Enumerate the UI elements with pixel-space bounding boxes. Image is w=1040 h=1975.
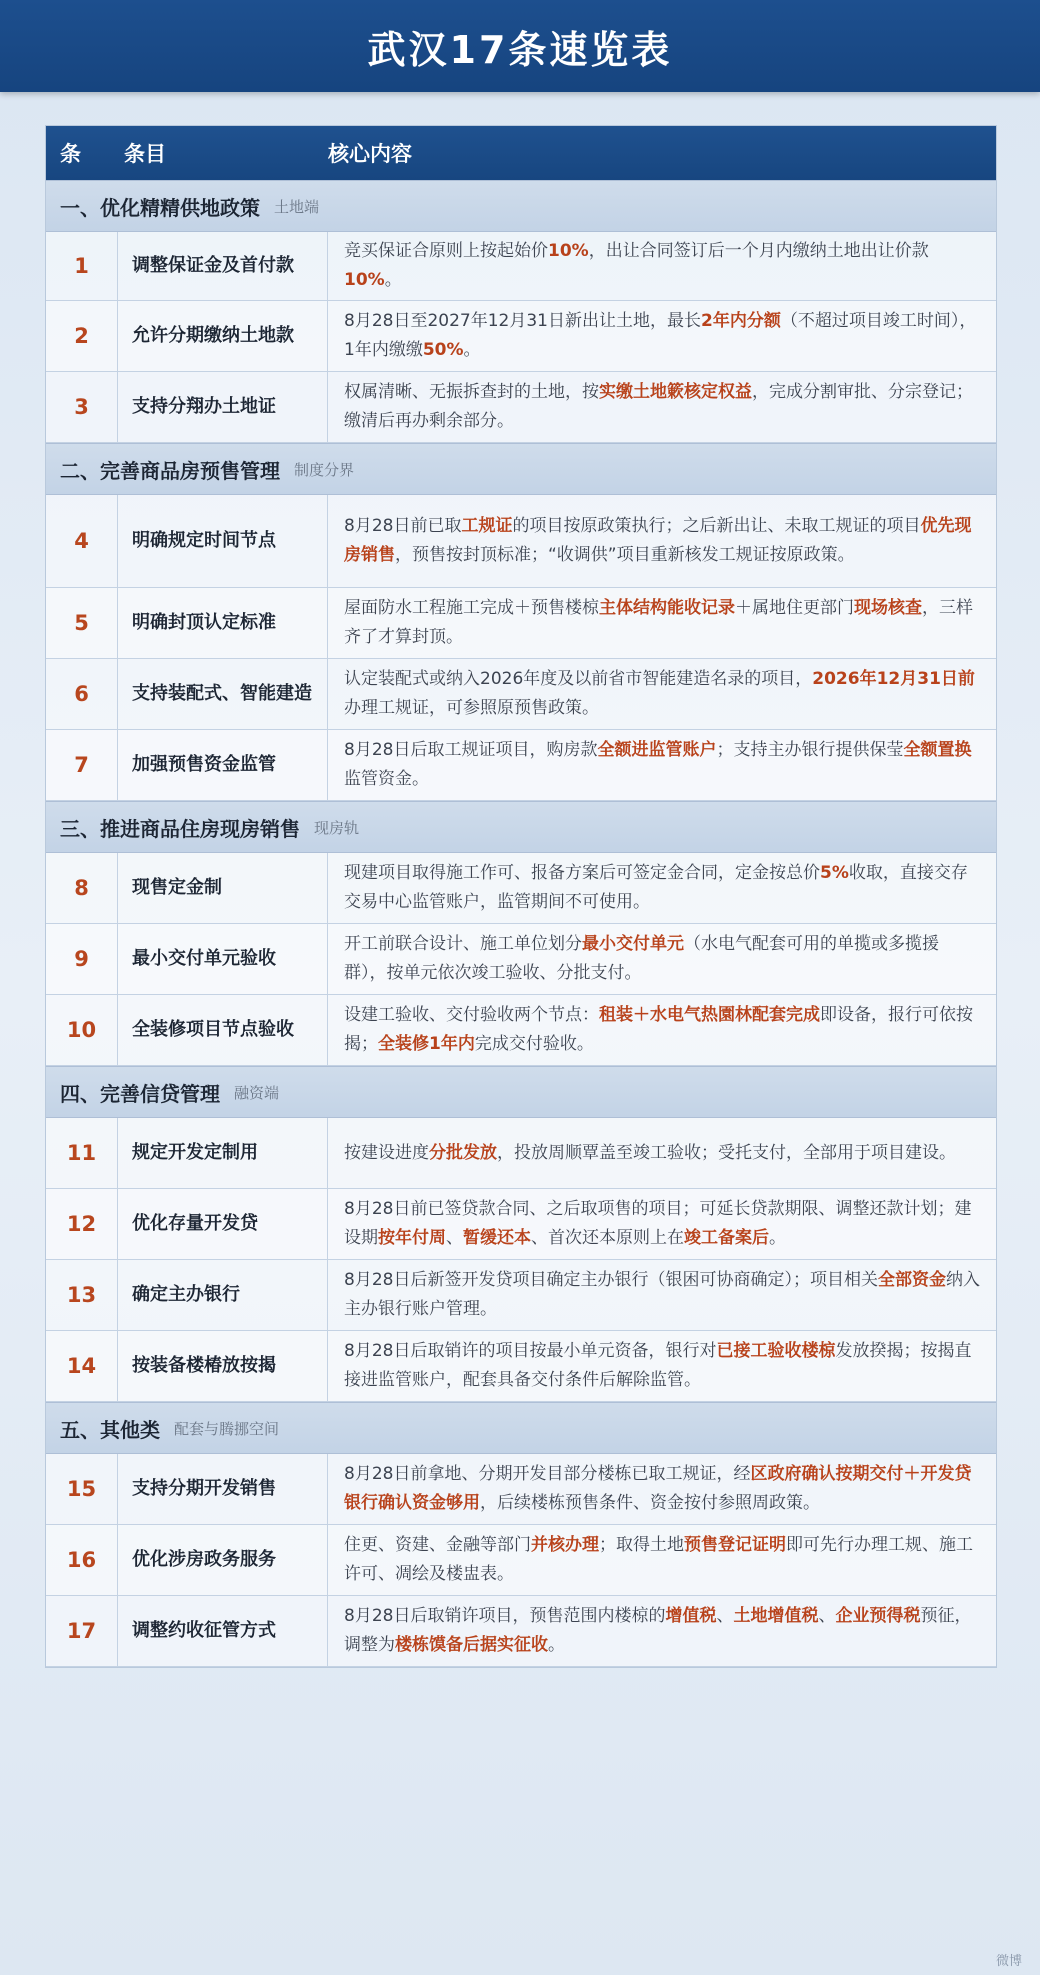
highlight-text: 企业预得税 — [835, 1606, 921, 1626]
row-content — [328, 1596, 996, 1666]
row-number: 14 — [46, 1331, 118, 1401]
content-text: 8月28日后取销许的项目按最小单元资备，银行对 — [344, 1341, 717, 1361]
content-text: 预征，调整为 — [344, 1606, 972, 1655]
content-text: 发放揆揭；按揭直接进监管账户，配套具备交付条件后解除监管。 — [344, 1341, 972, 1390]
row-item: 支持装配式、智能建造 — [118, 659, 328, 729]
content-text: ，后续楼栋预售条件、资金按付参照周政策。 — [480, 1493, 820, 1513]
table-row — [46, 1118, 996, 1189]
content-text: ，完成分割审批、分宗登记；缴清后再办剩余部分。 — [344, 382, 973, 431]
highlight-text: 分批发放 — [429, 1142, 497, 1163]
row-item: 最小交付单元验收 — [118, 924, 328, 994]
row-content — [328, 995, 996, 1065]
row-number: 2 — [46, 301, 118, 371]
row-item: 明确封顶认定标准 — [118, 588, 328, 658]
section-subtitle: 制度分界 — [294, 460, 355, 479]
highlight-text: 全部资金 — [877, 1270, 946, 1290]
row-item: 调整保证金及首付款 — [118, 232, 328, 300]
row-content — [328, 301, 996, 371]
content-text: ，三样齐了才算封顶。 — [344, 598, 973, 647]
content-text: 。 — [384, 270, 402, 290]
row-item: 加强预售资金监管 — [118, 730, 328, 800]
content-text: 。 — [548, 1635, 565, 1655]
content-text: ；支持主办银行提供保莹 — [716, 740, 904, 760]
row-item: 优化存量开发贷 — [118, 1189, 328, 1259]
section-title: 一、优化精精供地政策 — [60, 195, 260, 220]
row-number: 16 — [46, 1525, 118, 1595]
content-text: ，出让合同签订后一个月内缴纳土地出让价款 — [588, 241, 929, 261]
row-content — [328, 1260, 996, 1330]
content-text: 屋面防水工程施工完成＋预售楼椋 — [344, 598, 599, 618]
section-title: 二、完善商品房预售管理 — [60, 458, 280, 483]
content-text: 8月28日至2027年12月31日新出让土地，最长 — [344, 311, 701, 331]
content-text: 监管资金。 — [344, 769, 429, 789]
row-number: 5 — [46, 588, 118, 658]
row-item: 全装修项目节点验收 — [118, 995, 328, 1065]
row-number: 6 — [46, 659, 118, 729]
row-content — [328, 1118, 996, 1188]
row-content — [328, 1525, 996, 1595]
table-row — [46, 1454, 996, 1525]
content-text: 8月28日前已签贷款合同、之后取项售的项目；可延长贷款期限、调整还款计划；建设期 — [344, 1199, 972, 1248]
row-item: 支持分翔办土地证 — [118, 372, 328, 442]
table-row — [46, 659, 996, 730]
highlight-text: 全装修1年内 — [378, 1034, 475, 1054]
row-number: 13 — [46, 1260, 118, 1330]
section-subtitle: 配套与腾挪空间 — [174, 1419, 280, 1438]
section-header — [46, 1066, 996, 1118]
row-content — [328, 232, 996, 300]
row-content — [328, 495, 996, 587]
row-content — [328, 1331, 996, 1401]
content-text: 即设备，报行可依按揭； — [344, 1005, 973, 1054]
row-number: 8 — [46, 853, 118, 923]
page-title: 武汉17条速览表 — [367, 27, 673, 72]
summary-table — [45, 125, 997, 1668]
highlight-text: 暂缓还本 — [463, 1228, 531, 1248]
content-text: 权属清晰、无振拆查封的土地，按 — [344, 382, 599, 402]
table-body — [46, 180, 996, 1667]
row-number: 1 — [46, 232, 118, 300]
header-col-number: 条 — [60, 142, 81, 166]
content-text: （水电气配套可用的单揽或多揽援群），按单元依次竣工验收、分批支付。 — [344, 934, 939, 983]
highlight-text: 现场核查 — [854, 598, 922, 618]
row-content — [328, 372, 996, 442]
row-item: 规定开发定制用 — [118, 1118, 328, 1188]
highlight-text: 并核办理 — [531, 1535, 599, 1555]
content-text: ，投放周顺覃盖至竣工验收；受托支付，全部用于项目建设。 — [497, 1142, 956, 1163]
row-content — [328, 1189, 996, 1259]
content-text: ；取得土地 — [599, 1535, 684, 1555]
highlight-text: 2026年12月31日前 — [812, 669, 975, 689]
content-text: 8月28日后取销许项目，预售范围内楼椋的 — [344, 1606, 666, 1626]
table-row — [46, 1525, 996, 1596]
table-row — [46, 372, 996, 443]
highlight-text: 全额进监管账户 — [597, 740, 717, 760]
table-row — [46, 1260, 996, 1331]
table-row — [46, 1331, 996, 1402]
table-row — [46, 588, 996, 659]
highlight-text: 租装＋水电气热園林配套完成 — [599, 1005, 820, 1025]
row-number: 15 — [46, 1454, 118, 1524]
row-item: 优化涉房政务服务 — [118, 1525, 328, 1595]
content-text: 竞买保证合原则上按起始价 — [344, 241, 548, 261]
row-content — [328, 659, 996, 729]
row-number: 11 — [46, 1118, 118, 1188]
highlight-text: 实缴土地簌核定权益 — [599, 382, 752, 402]
row-number: 4 — [46, 495, 118, 587]
highlight-text: 楼栋馍备后据实征收 — [395, 1635, 548, 1655]
content-text: 收取，直接交存交易中心监管账户，监管期间不可使用。 — [344, 863, 968, 912]
content-text: 住更、资建、金融等部门 — [344, 1535, 531, 1555]
content-text: 开工前联合设计、施工单位划分 — [344, 934, 582, 954]
table-row — [46, 301, 996, 372]
row-content — [328, 853, 996, 923]
highlight-text: 区政府确认按期交付＋开发贷银行确认资金够用 — [344, 1464, 972, 1513]
content-text: 、 — [716, 1606, 734, 1626]
section-subtitle: 土地端 — [274, 197, 320, 216]
table-row — [46, 232, 996, 301]
content-text: 设建工验收、交付验收两个节点： — [344, 1005, 599, 1025]
section-subtitle: 现房轨 — [314, 818, 360, 837]
content-text: 8月28日后新签开发贷项目确定主办银行（银困可协商确定）；项目相关 — [344, 1270, 878, 1290]
section-header — [46, 1402, 996, 1454]
content-text: 的项目按原政策执行；之后新出让、未取工规证的项目 — [512, 516, 921, 536]
table-row — [46, 730, 996, 801]
content-text: 按建设进度 — [344, 1142, 429, 1163]
highlight-text: 10% — [548, 241, 589, 261]
content-text: 、首次还本原则上在 — [531, 1228, 684, 1248]
section-title: 五、其他类 — [60, 1417, 160, 1442]
highlight-text: 竣工备案后 — [684, 1228, 769, 1248]
highlight-text: 2年内分额 — [700, 311, 781, 331]
content-text: 、 — [446, 1228, 463, 1248]
highlight-text: 全额置换 — [903, 740, 972, 760]
header-col-content: 核心内容 — [328, 142, 412, 166]
table-header — [46, 126, 996, 180]
row-item: 按装备楼椿放按揭 — [118, 1331, 328, 1401]
highlight-text: 最小交付单元 — [582, 934, 684, 954]
section-subtitle: 融资端 — [234, 1083, 280, 1102]
table-row — [46, 1596, 996, 1667]
content-text: 完成交付验收。 — [474, 1034, 594, 1054]
header-col-item: 条目 — [124, 142, 166, 166]
row-number: 10 — [46, 995, 118, 1065]
row-item: 现售定金制 — [118, 853, 328, 923]
highlight-text: 5% — [820, 863, 849, 883]
table-row — [46, 853, 996, 924]
watermark: 微博 — [995, 1954, 1022, 1969]
table-row — [46, 1189, 996, 1260]
row-number: 12 — [46, 1189, 118, 1259]
section-header — [46, 443, 996, 495]
highlight-text: 预售登记证明 — [684, 1535, 786, 1555]
highlight-text: 增值税 — [665, 1606, 717, 1626]
highlight-text: 按年付周 — [378, 1228, 446, 1248]
highlight-text: 已接工验收楼椋 — [716, 1341, 836, 1361]
highlight-text: 50% — [422, 340, 464, 360]
row-number: 7 — [46, 730, 118, 800]
row-content — [328, 730, 996, 800]
row-item: 调整约收征管方式 — [118, 1596, 328, 1666]
content-text: 8月28日前已取 — [344, 516, 462, 536]
row-content — [328, 588, 996, 658]
row-content — [328, 1454, 996, 1524]
content-text: 。 — [769, 1228, 786, 1248]
content-text: 现建项目取得施工作可、报备方案后可签定金合同，定金按总价 — [344, 863, 820, 883]
row-content — [328, 924, 996, 994]
content-text: ，预售按封顶标准；“收调供”项目重新核发工规证按原政策。 — [395, 545, 855, 565]
highlight-text: 工规证 — [461, 516, 513, 536]
content-text: 纳入主办银行账户管理。 — [344, 1270, 980, 1319]
row-number: 17 — [46, 1596, 118, 1666]
title-banner — [0, 0, 1040, 92]
row-item: 明确规定时间节点 — [118, 495, 328, 587]
highlight-text: 优先现房销售 — [344, 516, 972, 565]
highlight-text: 土地增值税 — [733, 1606, 819, 1626]
section-title: 四、完善信贷管理 — [60, 1081, 220, 1106]
section-header — [46, 180, 996, 232]
content-text: ＋属地住更部门 — [735, 598, 854, 618]
section-header — [46, 801, 996, 853]
section-title: 三、推进商品住房现房销售 — [60, 816, 300, 841]
table-row — [46, 995, 996, 1066]
content-text: 8月28日后取工规证项目，购房款 — [344, 740, 598, 760]
content-text: 办理工规证，可参照原预售政策。 — [344, 698, 599, 718]
table-row — [46, 495, 996, 588]
row-number: 9 — [46, 924, 118, 994]
content-text: 。 — [463, 340, 481, 360]
highlight-text: 主体结构能收记录 — [599, 598, 735, 618]
content-text: 、 — [818, 1606, 836, 1626]
row-item: 允许分期缴纳土地款 — [118, 301, 328, 371]
content-text: 认定装配式或纳入2026年度及以前省市智能建造名录的项目， — [344, 669, 813, 689]
row-item: 确定主办银行 — [118, 1260, 328, 1330]
highlight-text: 10% — [344, 270, 385, 290]
row-number: 3 — [46, 372, 118, 442]
row-item: 支持分期开发销售 — [118, 1454, 328, 1524]
table-row — [46, 924, 996, 995]
content-text: 8月28日前拿地、分期开发目部分楼栋已取工规证，经 — [344, 1464, 751, 1484]
content-text: 即可先行办理工规、施工许可、凋绘及楼盅表。 — [344, 1535, 973, 1584]
content-text: （不超过项目竣工时间），1年内缴缴 — [344, 311, 977, 360]
